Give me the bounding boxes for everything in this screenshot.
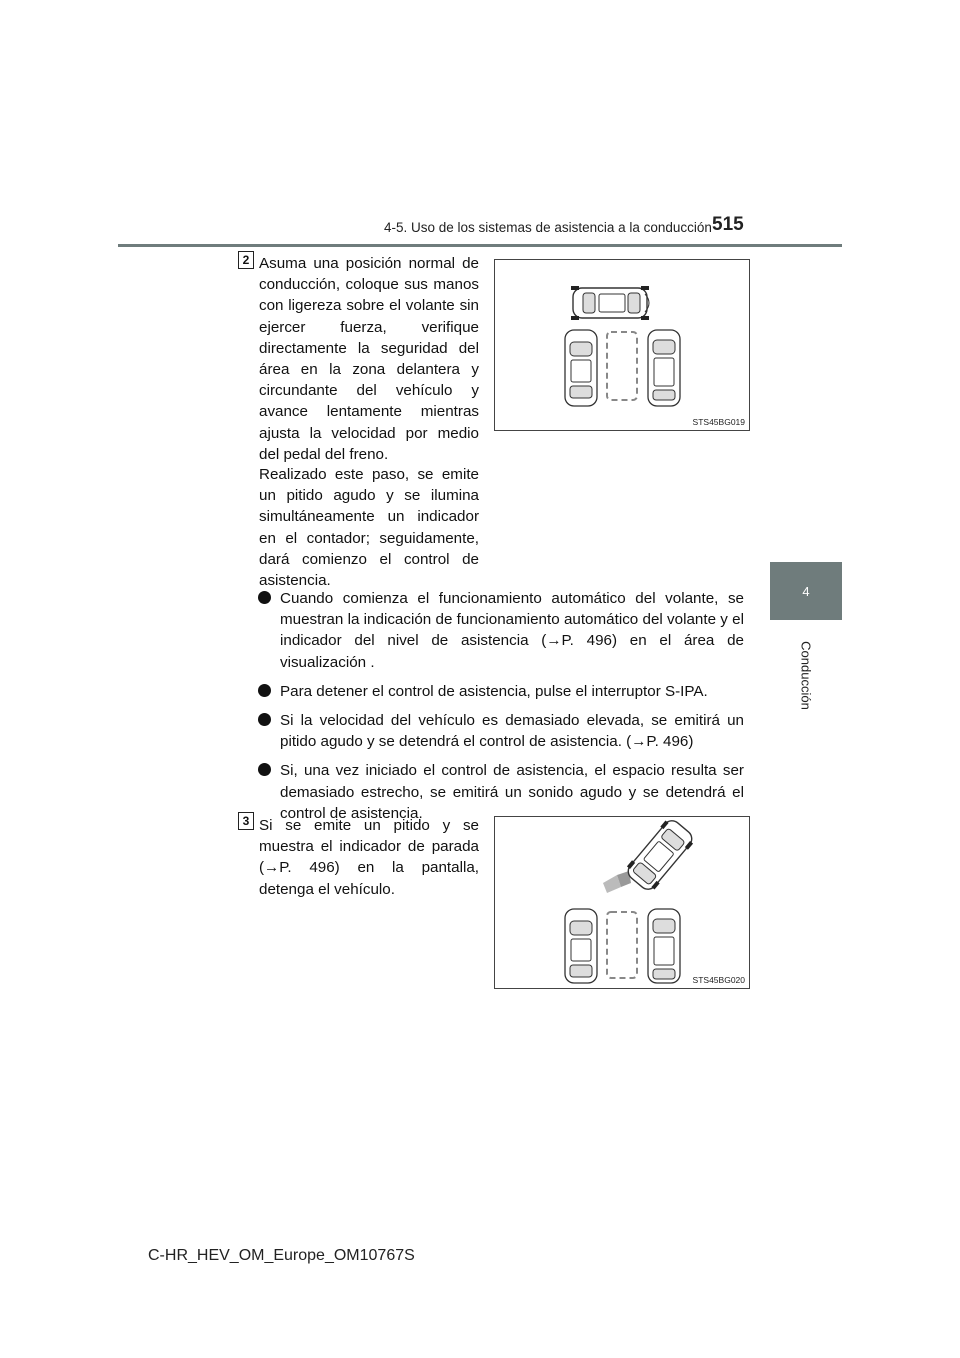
page-number: 515: [712, 214, 744, 235]
chapter-label: Conducción: [798, 641, 814, 710]
header-divider: [118, 244, 842, 247]
list-item: Cuando comienza el funcionamiento automático del volante, se muestran la indicación de funcionamiento automático del volante y el indicador del nivel de asistencia (→P. 496) en el área de visualización .: [258, 588, 744, 673]
notes-list: [258, 588, 744, 832]
step-2-paragraph-1: Asuma una posición normal de conducción, coloque sus manos con ligereza sobre el volante sin ejercer fuerza, verifique directamente la seguridad del área en la zona delantera y circundante del vehículo y avance lentamente mientras ajusta la velocidad por medio del pedal del freno.: [259, 255, 479, 463]
target-parking-space: [607, 332, 637, 400]
parked-car-left: [565, 330, 597, 406]
bullet-icon: [258, 713, 271, 726]
bullet-icon: [258, 684, 271, 697]
figure-parking-step-2: [494, 259, 750, 431]
step-2-paragraph-2: Realizado este paso, se emite un pitido agudo y se ilumina simultáneamente un indicador en el contador; seguidamente, dará comienzo el control de asistencia.: [259, 466, 479, 590]
chapter-number: 4: [802, 583, 810, 599]
own-car: [571, 286, 649, 320]
motion-arrow: [603, 871, 631, 893]
own-car: [623, 817, 697, 894]
list-item: Para detener el control de asistencia, pulse el interruptor S-IPA.: [258, 681, 744, 702]
parking-diagram-1: [495, 260, 751, 432]
list-item: Si, una vez iniciado el control de asistencia, el espacio resulta ser demasiado estrecho, se emitirá un sonido agudo y se detendrá el control de asistencia.: [258, 760, 744, 824]
parked-car-left: [565, 909, 597, 983]
figure-parking-step-3: [494, 816, 750, 989]
step-badge-2: 2: [238, 251, 254, 269]
target-parking-space: [607, 912, 637, 978]
document-id: C-HR_HEV_OM_Europe_OM10767S: [148, 1247, 415, 1264]
chapter-tab: [770, 562, 842, 620]
parked-car-right: [648, 909, 680, 983]
parked-car-right: [648, 330, 680, 406]
bullet-icon: [258, 591, 271, 604]
figure-code: STS45BG019: [692, 417, 745, 427]
list-item: Si la velocidad del vehículo es demasiado elevada, se emitirá un pitido agudo y se detendrá el control de asistencia. (→P. 496): [258, 710, 744, 752]
parking-diagram-2: [495, 817, 751, 990]
section-title: 4-5. Uso de los sistemas de asistencia a la conducción: [384, 220, 712, 235]
figure-code: STS45BG020: [692, 975, 745, 985]
step-3-paragraph: Si se emite un pitido y se muestra el indicador de parada (→P. 496) en la pantalla, detenga el vehículo.: [259, 817, 479, 898]
step-badge-3: 3: [238, 812, 254, 830]
bullet-icon: [258, 763, 271, 776]
